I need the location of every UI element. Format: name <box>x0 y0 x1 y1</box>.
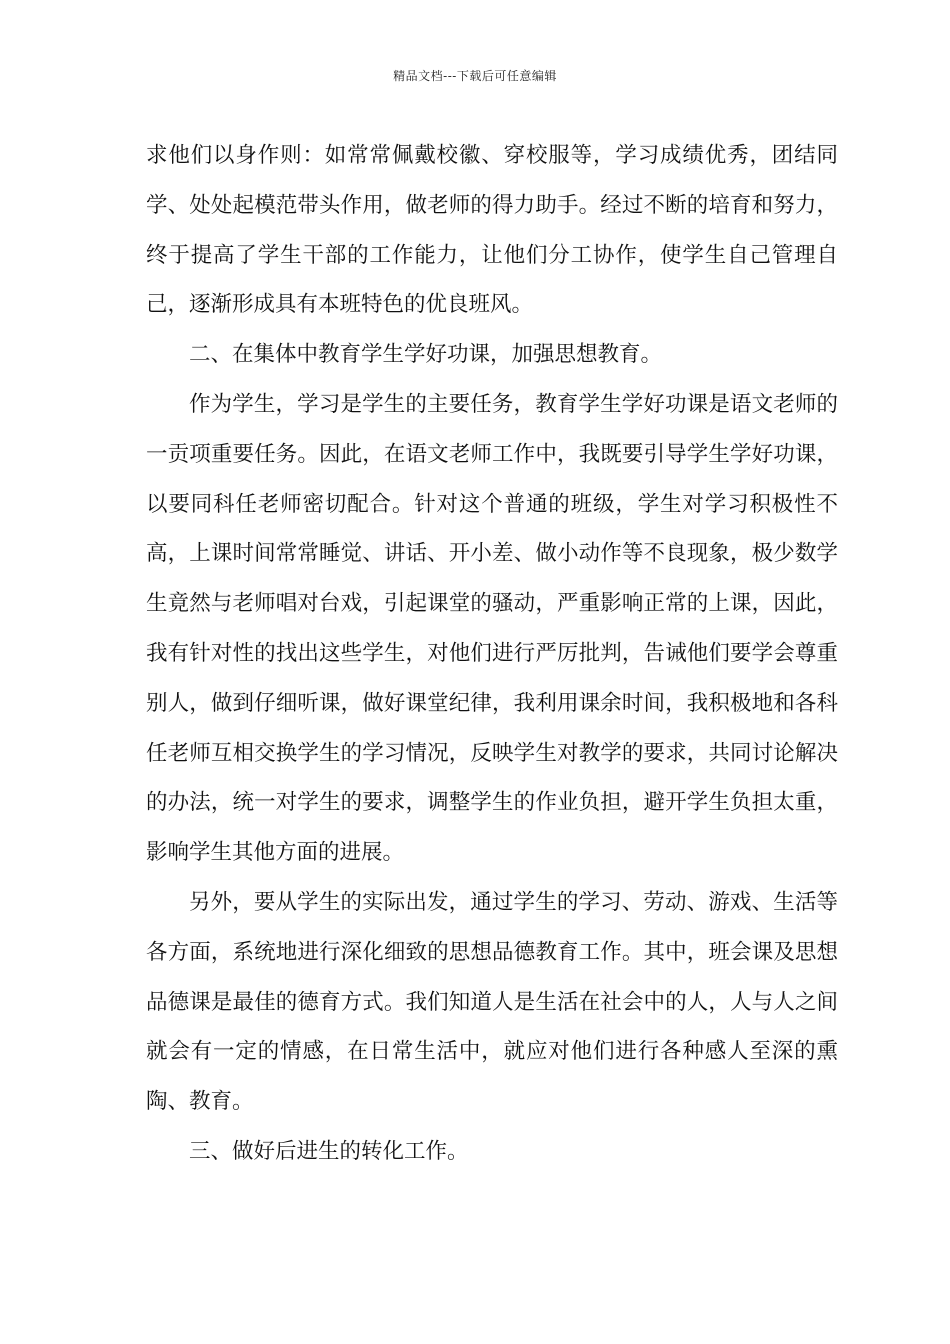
document-body <box>146 131 838 1177</box>
section-heading-three: 三、做好后进生的转化工作。 <box>189 1138 469 1164</box>
paragraph-continuation: 求他们以身作则：如常常佩戴校徽、穿校服等，学习成绩优秀，团结同学、处处起模范带头作用，做老师的得力助手。经过不断的培育和努力，终于提高了学生干部的工作能力，让他们分工协作，使学生自己管理自己，逐渐形成具有本班特色的优良班风。 <box>146 143 838 318</box>
paragraph-moral-education: 另外，要从学生的实际出发，通过学生的学习、劳动、游戏、生活等各方面，系统地进行深化细致的思想品德教育工作。其中，班会课及思想品德课是最佳的德育方式。我们知道人是生活在社会中的人，人与人之间就会有一定的情感，在日常生活中，就应对他们进行各种感人至深的熏陶、教育。 <box>146 889 838 1115</box>
page-header: 精品文档---下载后可任意编辑 <box>393 69 557 83</box>
section-heading-two: 二、在集体中教育学生学好功课，加强思想教育。 <box>189 342 663 368</box>
paragraph-study: 作为学生，学习是学生的主要任务，教育学生学好功课是语文老师的一贡项重要任务。因此，在语文老师工作中，我既要引导学生学好功课，以要同科任老师密切配合。针对这个普通的班级，学生对学习积极性不高，上课时间常常睡觉、讲话、开小差、做小动作等不良现象，极少数学生竟然与老师唱对台戏，引起课堂的骚动，严重影响正常的上课，因此，我有针对性的找出这些学生，对他们进行严厉批判，告诫他们要学会尊重别人，做到仔细听课，做好课堂纪律，我利用课余时间，我积极地和各科任老师互相交换学生的学习情况，反映学生对教学的要求，共同讨论解决的办法，统一对学生的要求，调整学生的作业负担，避开学生负担太重，影响学生其他方面的进展。 <box>146 391 838 866</box>
